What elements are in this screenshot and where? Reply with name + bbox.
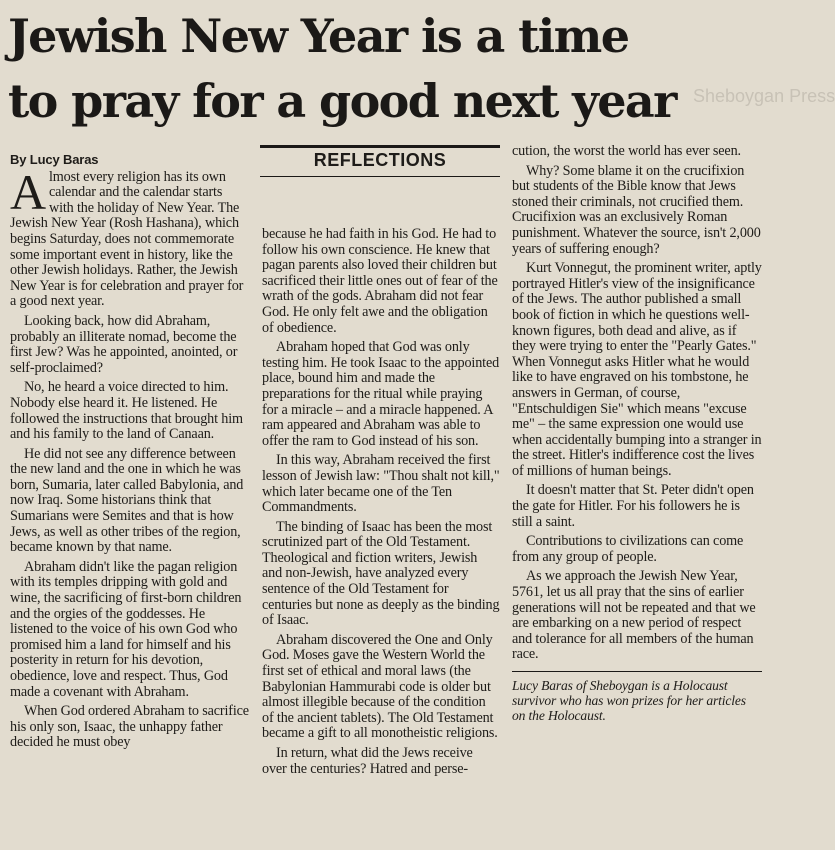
headline-line-2: to pray for a good next year xyxy=(8,74,676,128)
section-rule-top xyxy=(260,145,500,148)
headline xyxy=(8,4,768,134)
paragraph: Abraham didn't like the pagan religion with its temples dripping with gold and wine, the sacrificing of first-born children and the orgies of the goddesses. He listened to the voice of his own God who promised him a land for himself and his posterity in return for his devotion, obedience, love and respect. Thus, God made a covenant with Abraham. xyxy=(10,558,242,700)
paragraph: Kurt Vonnegut, the prominent writer, aptly portrayed Hitler's view of the insignificance of the Jews. The author published a small book of fiction in which he questions well-known figures, both dead and alive, as if they were trying to enter the "Pearly Gates." When Vonnegut asks Hitler what he would like to have engraved on his tombstone, he answers in German, of course, "Entschuldigen Sie" which means "excuse me" – the same expression one would use when accidentally bumping into a stranger in the street. Hitler's indifference cost the lives of millions of human beings. xyxy=(512,260,762,479)
paragraph: Why? Some blame it on the crucifixion but students of the Bible know that Jews stoned their criminals, not crucified them. Crucifixion was an exclusively Roman punishment. Whatever the source, isn't 2,000 years of suffering enough? xyxy=(512,162,761,257)
tagline-divider xyxy=(512,671,762,672)
paragraph: It doesn't matter that St. Peter didn't open the gate for Hitler. For his followers he is still a saint. xyxy=(512,482,754,530)
paragraph: The binding of Isaac has been the most scrutinized part of the Old Testament. Theological and fiction writers, Jewish and non-Jewish, have analyzed every sentence of the Old Testament for centuries but none as deeply as the binding of Isaac. xyxy=(262,518,500,629)
author-tagline: Lucy Baras of Sheboygan is a Holocaust survivor who has won prizes for her articles on the Holocaust. xyxy=(512,678,746,723)
paragraph: No, he heard a voice directed to him. Nobody else heard it. He listened. He followed the instructions that brought him and his family to the land of Canaan. xyxy=(10,379,243,443)
paragraph: cution, the worst the world has ever seen. xyxy=(512,143,741,159)
section-header xyxy=(260,145,500,215)
paragraph: In return, what did the Jews receive over the centuries? Hatred and perse- xyxy=(262,745,473,777)
paragraph: When God ordered Abraham to sacrifice his only son, Isaac, the unhappy father decided he must obey xyxy=(10,703,249,751)
section-rule-bottom xyxy=(260,176,500,177)
byline: By Lucy Baras xyxy=(10,152,99,167)
bleed-through-text: Sheboygan Press xyxy=(693,86,835,106)
paragraph: Almost every religion has its own calendar and the calendar starts with the holiday of New Year. The Jewish New Year (Rosh Hashana), which begins Saturday, does not commemorate some important event in history, like the other Jewish holidays. Rather, the Jewish New Year is for celebration and prayer for a good next year. xyxy=(10,163,244,310)
paragraph: Looking back, how did Abraham, probably an illiterate nomad, become the first Jew? Was he appointed, anointed, or self-proclaimed? xyxy=(10,312,238,376)
paragraph: As we approach the Jewish New Year, 5761, let us all pray that the sins of earlier generations will not be repeated and that we are embarking on a new period of respect and tolerance for all members of the human race. xyxy=(512,568,756,663)
column-3 xyxy=(512,144,762,727)
headline-line-1: Jewish New Year is a time xyxy=(8,9,629,63)
column-1 xyxy=(10,152,250,755)
paragraph: Contributions to civilizations can come from any group of people. xyxy=(512,533,744,565)
drop-cap: A xyxy=(10,163,46,220)
paragraph: because he had faith in his God. He had to follow his own conscience. He knew that pagan parents also loved their children but sacrificed their little ones out of fear of the wrath of the gods. Abraham did not fear God. He only felt awe and the obligation of obedience. xyxy=(262,226,498,336)
paragraph: Abraham hoped that God was only testing him. He took Isaac to the appointed place, bound him and made the preparations for the ritual while praying for a miracle – and a miracle happened. A ram appeared and Abraham was able to offer the ram to God instead of his son. xyxy=(262,339,500,449)
section-label: REFLECTIONS xyxy=(313,150,447,170)
paragraph: He did not see any difference between the new land and the one in which he was born, Sumaria, later called Babylonia, and now Iraq. Some historians think that Sumarians were Semites and that is how Jews, as well as other tribes of the region, became known by that name. xyxy=(10,445,244,556)
paragraph: In this way, Abraham received the first lesson of Jewish law: "Thou shalt not kill," which later became one of the Ten Commandments. xyxy=(262,452,500,516)
column-2 xyxy=(262,227,500,781)
paragraph: Abraham discovered the One and Only God. Moses gave the Western World the first set of ethical and moral laws (the Babylonian Hammurabi code is older but almost illegible because of the condition of the ancient tablets). The Old Testament became a gift to all monotheistic religions. xyxy=(262,631,498,742)
